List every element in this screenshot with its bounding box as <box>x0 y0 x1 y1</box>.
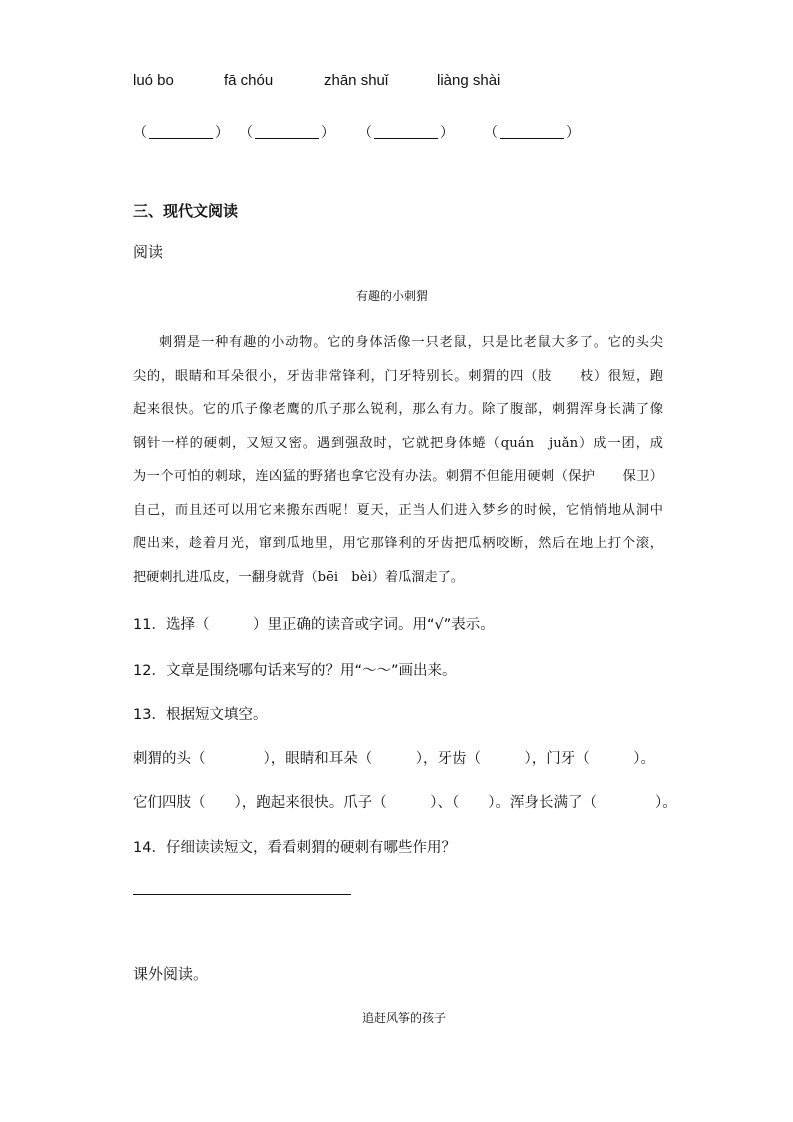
blank-line <box>500 124 564 139</box>
passage-line: 刺猬是一种有趣的小动物。它的身体活像一只老鼠，只是比老鼠大多了。它的头尖 <box>159 335 663 350</box>
paren-open: （ <box>133 125 147 141</box>
answer-blank-2[interactable] <box>239 122 335 142</box>
question-13-line-1[interactable]: 刺猬的头（ ），眼睛和耳朵（ ），牙齿（ ），门牙（ ）。 <box>133 751 655 767</box>
question-13: 13．根据短文填空。 <box>133 707 268 723</box>
passage-title: 有趣的小刺猬 <box>356 289 429 303</box>
paren-open: （ <box>484 125 498 141</box>
answer-blank-4[interactable] <box>484 122 580 142</box>
answer-line[interactable] <box>133 894 351 895</box>
blank-line <box>255 124 319 139</box>
pinyin-word-2: fā chóu <box>224 72 274 89</box>
paren-close: ） <box>321 125 335 141</box>
question-13-line-2[interactable]: 它们四肢（ ），跑起来很快。爪子（ ）、（ ）。浑身长满了（ ）。 <box>133 795 677 811</box>
passage-body <box>133 326 663 594</box>
question-11: 11．选择（ ）里正确的读音或字词。用“√”表示。 <box>133 617 495 633</box>
answer-blank-3[interactable] <box>358 122 454 142</box>
blank-line <box>374 124 438 139</box>
pinyin-word-1: luó bo <box>133 72 174 89</box>
passage-line: 为一个可怕的刺球，连凶猛的野猪也拿它没有办法。刺猬不但能用硬刺（保护 保卫） <box>133 469 663 484</box>
passage-line: 爬出来，趁着月光，窜到瓜地里，用它那锋利的牙齿把瓜柄咬断，然后在地上打个滚， <box>133 536 663 551</box>
question-12: 12．文章是围绕哪句话来写的？用“～～”画出来。 <box>133 663 457 679</box>
extra-reading-label: 课外阅读。 <box>133 965 209 983</box>
section-heading: 三、现代文阅读 <box>133 202 239 220</box>
pinyin-word-4: liàng shài <box>437 72 501 89</box>
reading-label: 阅读 <box>133 243 164 261</box>
answer-blank-1[interactable] <box>133 122 229 142</box>
question-14: 14．仔细读读短文，看看刺猬的硬刺有哪些作用？ <box>133 840 456 856</box>
paren-close: ） <box>566 125 580 141</box>
passage-line: 钢针一样的硬刺，又短又密。遇到强敌时，它就把身体蜷（quán juǎn）成一团，成 <box>133 435 663 451</box>
extra-reading-title: 追赶风筝的孩子 <box>362 1011 447 1025</box>
paren-close: ） <box>215 125 229 141</box>
paren-close: ） <box>440 125 454 141</box>
pinyin-word-3: zhān shuǐ <box>324 72 389 89</box>
passage-line: 自己，而且还可以用它来搬东西呢！夏天，正当人们进入梦乡的时候，它悄悄地从洞中 <box>133 502 663 518</box>
passage-line: 尖的，眼睛和耳朵很小，牙齿非常锋利，门牙特别长。刺猬的四（肢 枝）很短，跑 <box>133 368 663 384</box>
passage-line: 把硬刺扎进瓜皮，一翻身就背（bēi bèi）着瓜溜走了。 <box>133 569 465 585</box>
passage-line: 起来很快。它的爪子像老鹰的爪子那么锐利，那么有力。除了腹部，刺猬浑身长满了像 <box>133 402 663 417</box>
paren-open: （ <box>358 125 372 141</box>
blank-line <box>149 124 213 139</box>
paren-open: （ <box>239 125 253 141</box>
